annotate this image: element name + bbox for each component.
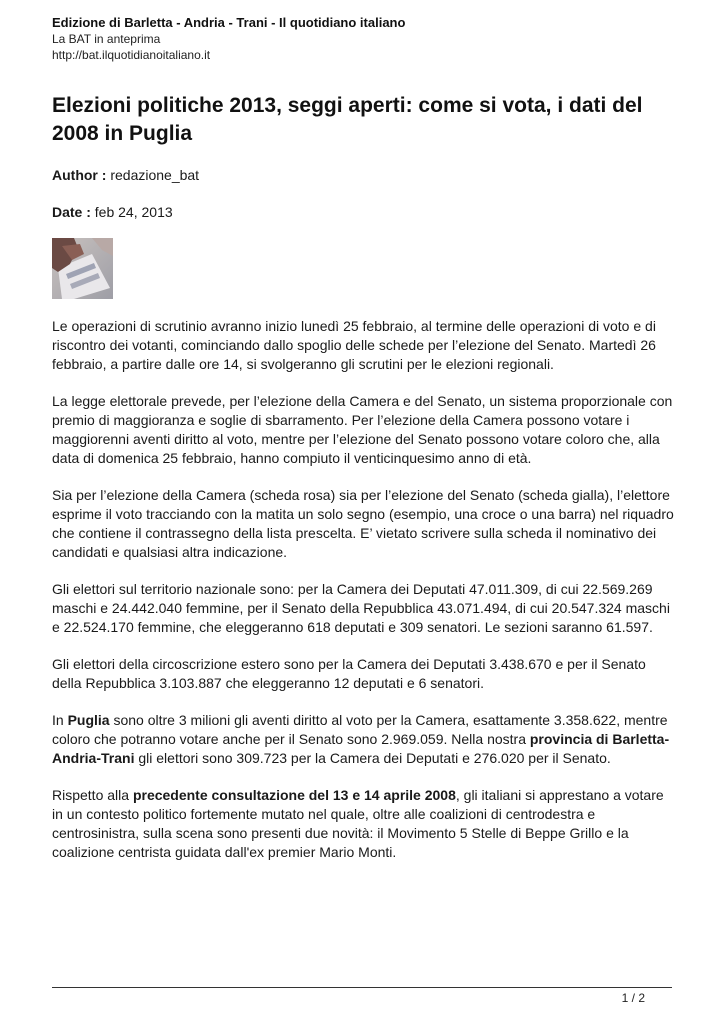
paragraph-6 <box>52 711 676 768</box>
site-name: Edizione di Barletta - Andria - Trani - Il quotidiano italiano <box>52 15 406 30</box>
paragraph-6-text-e: gli elettori sono 309.723 per la Camera dei Deputati e 276.020 per il Senato. <box>134 750 611 766</box>
paragraph-2: La legge elettorale prevede, per l’elezione della Camera e del Senato, un sistema proporzionale con premio di maggioranza e soglie di sbarramento. Per l’elezione della Camera possono votare i maggiorenni aventi diritto al voto, mentre per l’elezione del Senato possono votare coloro che, alla data di domenica 25 febbraio, hanno compiuto il venticinquesimo anno di età. <box>52 393 673 466</box>
paragraph-6-bold-puglia: Puglia <box>67 712 110 728</box>
paragraph-7-text-c: , gli italiani si apprestano a votare in un contesto politico fortemente mutato nel quale, oltre alle coalizioni di centrodestra e centrosinistra, sulla scena sono presenti due novità: il Movimento 5 Stelle di Beppe Grillo e la coalizione centrista guidata dall'ex premier Mario Monti. <box>52 787 664 860</box>
article-thumbnail-image <box>52 238 113 299</box>
article-body <box>52 317 676 880</box>
article-author <box>52 166 199 184</box>
paragraph-6-bold-province: provincia di Barletta-Andria-Trani <box>52 731 670 766</box>
site-url: http://bat.ilquotidianoitaliano.it <box>52 48 211 62</box>
footer-divider <box>52 987 672 988</box>
paragraph-3: Sia per l’elezione della Camera (scheda rosa) sia per l’elezione del Senato (scheda gialla), l’elettore esprime il voto tracciando con la matita un solo segno (esempio, una croce o una barra) nel riquadro che contiene il contrassegno della lista prescelta. E’ vietato scrivere sulla scheda il nominativo dei candidati e qualsiasi altra indicazione. <box>52 487 674 560</box>
paragraph-7 <box>52 786 676 862</box>
article-title: Elezioni politiche 2013, seggi aperti: come si vota, i dati del 2008 in Puglia <box>52 94 643 145</box>
paragraph-7-text-a: Rispetto alla <box>52 787 133 803</box>
article-date <box>52 203 173 221</box>
author-label: Author : <box>52 167 107 183</box>
author-value: redazione_bat <box>110 167 200 183</box>
paragraph-7-bold-consultation: precedente consultazione del 13 e 14 aprile 2008 <box>132 787 456 803</box>
paragraph-6-text-a: In <box>52 712 68 728</box>
page-number: 1 / 2 <box>621 991 645 1005</box>
date-label: Date : <box>52 204 91 220</box>
paragraph-1: Le operazioni di scrutinio avranno inizio lunedì 25 febbraio, al termine delle operazioni di voto e di riscontro dei votanti, cominciando dallo spoglio delle schede per l’elezione del Senato. Martedì 26 febbraio, a partire dalle ore 14, si svolgeranno gli scrutini per le elezioni regionali. <box>52 318 656 372</box>
paragraph-6-text-c: sono oltre 3 milioni gli aventi diritto al voto per la Camera, esattamente 3.358.622, mentre coloro che potranno votare anche per il Senato sono 2.969.059. Nella nostra <box>52 712 668 747</box>
page-header <box>52 15 672 63</box>
date-value: feb 24, 2013 <box>94 204 173 220</box>
ballot-hand-image <box>52 238 113 299</box>
paragraph-4: Gli elettori sul territorio nazionale sono: per la Camera dei Deputati 47.011.309, di cui 22.569.269 maschi e 24.442.040 femmine, per il Senato della Repubblica 43.071.494, di cui 20.547.324 maschi e 22.524.170 femmine, che eleggeranno 618 deputati e 309 senatori. Le sezioni saranno 61.597. <box>52 581 670 635</box>
site-tagline: La BAT in anteprima <box>52 32 161 46</box>
paragraph-5: Gli elettori della circoscrizione estero sono per la Camera dei Deputati 3.438.670 e per il Senato della Repubblica 3.103.887 che eleggeranno 12 deputati e 6 senatori. <box>52 656 646 691</box>
